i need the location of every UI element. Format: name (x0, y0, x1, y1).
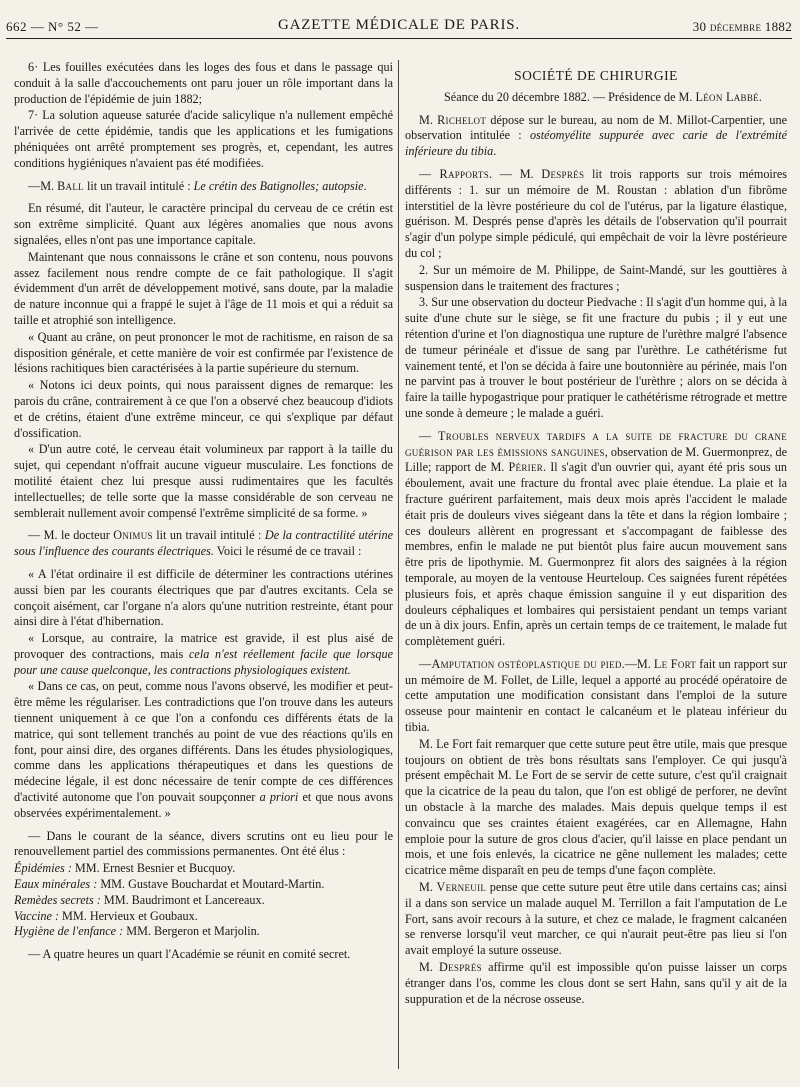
amputation-paragraph: —Amputation ostéoplastique du pied.—M. Le Fort fait un rapport sur un mémoire de M. Follet, de Lille, lequel a apporté au procédé opératoire de cette amputation une modification consistant dans l'emploi de la suture osseuse pour maintenir en contact le calcanéum et le plateau inférieur du tibia. (405, 656, 787, 735)
list-item: Eaux minérales : MM. Gustave Bouchardat et Moutard-Martin. (14, 877, 325, 892)
author-onimus: Onimus (113, 528, 153, 543)
ball-paragraph-2: Maintenant que nous connaissons le crâne et son contenu, nous pouvons assez facilement nous rendre compte de ce fait pathologique. Il s'agit évidemment d'un arrêt de développement motivé, sans doute, par la maladie de nature inconnue qui a frappé le sujet à l'âge de 11 mois et qui a réduit sa taille et atrophié son intelligence. (14, 249, 393, 327)
issue-date: 30 décembre 1882 (692, 19, 792, 34)
list-item: Épidémies : MM. Ernest Besnier et Bucquoy. (14, 861, 236, 876)
lefort-paragraph: M. Le Fort fait remarquer que cette suture peut être utile, mais que presque toujours on obtient de très bons résultats sans l'employer. Ce qui jusqu'à présent empêchait M. Le Fort de se servir de cette suture, c'est qu'il craignait que la cicatrice de la peau du talon, que l'on est obligé de perforer, ne devînt un obstacle à la marche des malades. Mais depuis quelque temps il est convaincu que ses craintes étaient exagérées, car en Allemagne, Hahn emploie pour la suture de gros clous d'acier, qu'il laisse en place pendant un mois, et une fois enlevés, la cicatrice ne gêne nullement les malades; cette cicatrice même disparaît en peu de temps d'une façon complète. (405, 736, 787, 878)
work-title-contractilite: De la contractilité utérine sous l'influence des courants électriques. (14, 528, 393, 559)
page-header (6, 16, 792, 39)
onimus-quote-1: « A l'état ordinaire il est difficile de déterminer les contractions utérines aussi bien par les courants électriques que par d'autres excitants. Cela se conçoit aisément, car l'organe n'a alors qu'une nutrition restreinte, étant pour ainsi dire à l'état d'hibernation. (14, 566, 393, 629)
scrutin-paragraph: — Dans le courant de la séance, divers scrutins ont eu lieu pour le renouvellement partiel des commissions permanentes. Ont été élus : (14, 828, 393, 859)
work-title-cretin: Le crétin des Batignolles; autopsie (193, 178, 364, 193)
journal-title: GAZETTE MÉDICALE DE PARIS. (278, 17, 520, 33)
onimus-intro: — M. le docteur Onimus lit un travail intitulé : De la contractilité utérine sous l'influence des courants électriques. Voici le résumé de ce travail : (14, 528, 393, 559)
ball-quote-1: « Quant au crâne, on peut prononcer le mot de rachitisme, en raison de sa disposition générale, et cette manière de voir est confirmée par l'existence de lésions rachitiques bien caractérisées à la partie supérieure du sternum. (14, 329, 393, 376)
column-divider (398, 60, 399, 1069)
page-number: 662 — N° 52 — (6, 19, 99, 34)
onimus-quote-3: « Dans ce cas, on peut, comme nous l'avons observé, les modifier et peut-être même les régulariser. Les contradictions que l'on trouve dans les auteurs tiennent uniquement à ce que l'on a confondu ces différents états de la matrice, qui sont tellement tranchés au point de vue des réactions qu'ils en font, pour ainsi dire, des organes différents. Dans les études physiologiques, comme dans les applications thérapeutiques et dans les questions de médecine légale, il est donc nécessaire de tenir compte de ces différences d'activité autonome que l'on pouvait soupçonner a priori et que nous avons observées expérimentalement. » (14, 679, 393, 820)
ball-paragraph-1: En résumé, dit l'auteur, le caractère principal du cerveau de ce crétin est son extrême simplicité. Quant aux légères anomalies que nous avons signalées, elles n'ont pas une importance capitale. (14, 201, 393, 247)
closing-paragraph: — A quatre heures un quart l'Académie se réunit en comité secret. (28, 947, 351, 962)
elected-list (14, 861, 393, 940)
seance-line: Séance du 20 décembre 1882. — Présidence de M. Léon Labbé. (444, 89, 762, 104)
author-ball: Ball (57, 178, 84, 193)
list-item: Remèdes secrets : MM. Baudrimont et Lancereaux. (14, 892, 265, 907)
left-column (14, 60, 393, 1087)
rapports-paragraph: — Rapports. — M. Després lit trois rapports sur trois mémoires différents : 1. sur un mémoire de M. Roustan : ablation d'un fibrôme interstitiel de la lèvre postérieure du col de l'utérus, par la ligature élastique, guérison. M. Després pense d'après les détails de l'observation qu'il pourrait s'agir d'un polype simple pédiculé, qui empêchait de voir la lèvre postérieure du col ; (405, 166, 787, 260)
rapport-3: 3. Sur une observation du docteur Piedvache : Il s'agit d'un homme qui, à la suite d'une chute sur le siège, se fit une fracture du pubis ; il y eut une rétention d'urine et l'on diagnostiqua une rupture de l'urèthre malgré l'absence de tumeur périnéale et d'issue de sang par l'urèthre. Le cathétérisme fut vainement tenté, et l'on se décida à faire une boutonnière au périnée, mais l'on ne parvint pas à trouver le bout postérieur de l'urèthre ; alors on se décida à faire la taille hypogastrique pour pratiquer le cathétérisme rétrograde et mettre une sonde à demeure ; le malade a guéri. (405, 295, 787, 420)
conclusion-6: 6· Les fouilles exécutées dans les loges des fous et dans le passage qui conduit à la salle d'accouchements ont paru jouer un rôle important dans la production de l'épidémie de juin 1882; (14, 60, 393, 106)
richelot-paragraph: M. Richelot dépose sur le bureau, au nom de M. Millot-Carpentier, une observation intitulée : ostéomyélite suppurée avec carie de l'extrémité inférieure du tibia. (405, 112, 787, 159)
ball-quote-3: « D'un autre coté, le cerveau était volumineux par rapport à la taille du sujet, qui cependant n'offrait aucune vigueur musculaire. Les fonctions de motilité étaient chez lui presque aussi rudimentaires que les facultés intellectuelles; de telle sorte que la masse considérable de son cerveau ne semblerait nullement avoir compensé l'extrême simplicité de sa forme. » (14, 442, 393, 520)
verneuil-paragraph: M. Verneuil pense que cette suture peut être utile dans certains cas; ainsi il a dans son service un malade auquel M. Terrillon a fait l'amputation de Le Fort, sans avoir recours à la suture, et chez ce malade, le fragment calcanéen se renverse lorsqu'il veut marcher, ce qui n'aurait peut-être pas lieu si l'on avait employé la suture osseuse. (405, 880, 787, 958)
ball-intro: —M. Ball lit un travail intitulé : Le crétin des Batignolles; autopsie. (28, 178, 367, 193)
section-heading-societe: SOCIÉTÉ DE CHIRURGIE (514, 68, 678, 83)
onimus-quote-2: « Lorsque, au contraire, la matrice est gravide, il est plus aisé de provoquer des contractions, mais cela n'est réellement facile que lorsque pour une cause quelconque, les contractions physiologiques existent. (14, 631, 393, 677)
rapport-2: 2. Sur un mémoire de M. Philippe, de Saint-Mandé, sur les gouttières à suspension dans le traitement des fractures ; (405, 262, 787, 293)
despres-paragraph: M. Després affirme qu'il est impossible qu'on puisse laisser un corps étranger dans l'os, comme les clous dont se sert Hahn, sans qu'il y ait de la suppuration et de la nécrose osseuse. (405, 960, 787, 1006)
troubles-paragraph: — Troubles nerveux tardifs a la suite de fracture du crane guérison par les émissions sanguines, observation de M. Guermonprez, de Lille; rapport de M. Périer. Il s'agit d'un ouvrier qui, ayant été pris sous un éboulement, avait une fracture du frontal avec plaie étendue. La plaie et la fracture guérirent parfaitement, mais deux mois après l'accident le malade était pris de douleurs vives siégeant dans la tête et dans la région lombaire ; ces douleurs allèrent en progressant et s'accompagant de faiblesse des membres, enfin le malade ne put bientôt plus faire aucun mouvement sans être pris de lipothymie. M. Guermonprez fit alors des saignées à la région temporale, au moyen de la ventouse Heurteloup. Ces saignées furent répétées plusieurs fois, et après chaque émission sanguine il y eut disparition des douleurs céphaliques et lombaires qui persistaient pendant un temps variant de un à dix jours. Enfin, après un certain temps de ce traitement, le malade fut complètement guéri. (405, 428, 787, 649)
list-item: Hygiène de l'enfance : MM. Bergeron et Marjolin. (14, 924, 260, 939)
right-column (405, 60, 787, 1087)
conclusion-7: 7· La solution aqueuse saturée d'acide salicylique n'a nullement empêché l'arrivée de cette épidémie, tandis que les applications et les fumigations phéniquées ont arrêté promptement ses progrès, et, cependant, les autres conditions hygiéniques n'avaient pas été modifiées. (14, 108, 393, 170)
ball-quote-2: « Notons ici deux points, qui nous paraissent dignes de remarque: les parois du crâne, contrairement à ce que l'on a observé chez beaucoup d'idiots et de crétins, étaient d'une extrême minceur, ce qui s'explique par défaut d'ossification. (14, 378, 393, 440)
list-item: Vaccine : MM. Hervieux et Goubaux. (14, 908, 198, 923)
